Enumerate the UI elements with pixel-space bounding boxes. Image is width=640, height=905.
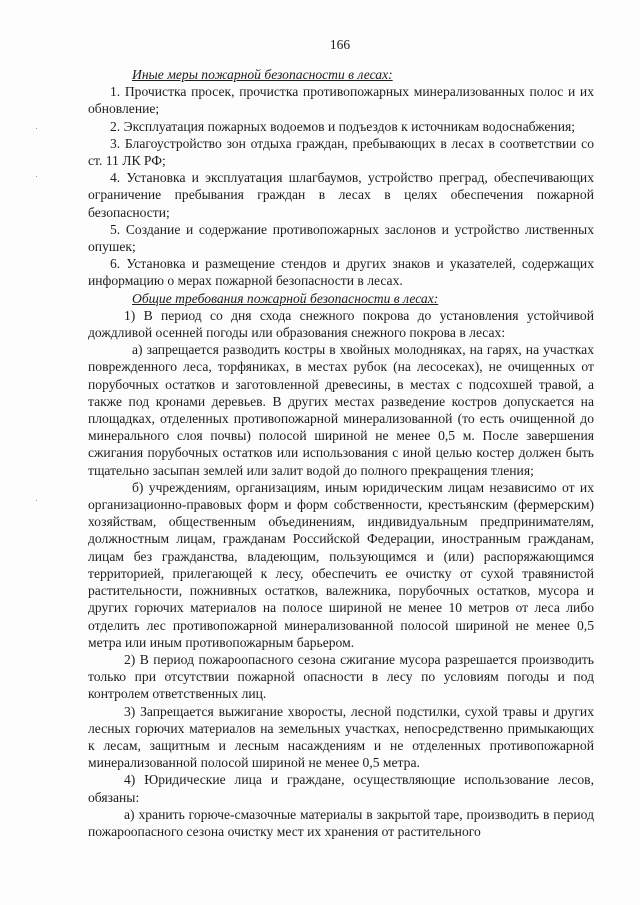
scan-speck bbox=[36, 176, 37, 177]
list-item: 3. Благоустройство зон отдыха граждан, пребывающих в лесах в соответствии со ст. 11 ЛК РФ; bbox=[88, 135, 594, 169]
paragraph-3: 3) Запрещается выжигание хворосты, лесной подстилки, сухой травы и других лесных горючих материалов на земельных участках, непосредственно примыкающих к лесам, защитным и лесным насаждениям и не отделенных противопожарной минерализованной полосой шириной не менее 0,5 метра. bbox=[88, 703, 594, 771]
page-number: 166 bbox=[329, 37, 351, 52]
paragraph-2: 2) В период пожароопасного сезона сжигание мусора разрешается производить только при отсутствии пожарной опасности в лесу по условиям погоды и под контролем ответственных лиц. bbox=[88, 651, 594, 702]
paragraph-4a: а) хранить горюче-смазочные материалы в закрытой таре, производить в период пожароопасного сезона очистку мест их хранения от растительного bbox=[88, 806, 594, 839]
paragraph-4: 4) Юридические лица и граждане, осуществляющие использование лесов, обязаны: bbox=[88, 772, 594, 805]
list-item: 5. Создание и содержание противопожарных заслонов и устройство лиственных опушек; bbox=[88, 221, 594, 255]
paragraph-1: 1) В период со дня схода снежного покрова до установления устойчивой дождливой осенней погоды или образования снежного покрова в лесах: bbox=[88, 307, 594, 341]
list-item: 2. Эксплуатация пожарных водоемов и подъездов к источникам водоснабжения; bbox=[110, 118, 576, 134]
list-item: 4. Установка и эксплуатация шлагбаумов, устройство преград, обеспечивающих ограничение пребывания граждан в лесах в целях обеспечения пожарной безопасности; bbox=[88, 170, 594, 220]
list-item: 1. Прочистка просек, прочистка противопожарных минерализованных полос и их обновление; bbox=[88, 84, 594, 117]
document-body bbox=[88, 66, 594, 840]
paragraph-1b: б) учреждениям, организациям, иным юридическим лицам независимо от их организационно-правовых форм и форм собственности, крестьянским (фермерским) хозяйствам, общественным объединениям, индивидуальным предпринимателям, должностным лицам, гражданам Российской Федерации, иностранным гражданам, лицам без гражданства, владеющим, пользующимся и (или) распоряжающимся территорией, прилегающей к лесу, обеспечить ее очистку от сухой травянистой растительности, пожнивных остатков, валежника, порубочных остатков, мусора и других горючих материалов на полосе шириной не менее 10 метров от леса либо отделить лес противопожарной минерализованной полосой шириной не менее 0,5 метра или иным противопожарным барьером. bbox=[88, 479, 594, 650]
section-heading-general-requirements: Общие требования пожарной безопасности в лесах: bbox=[132, 290, 439, 306]
paragraph-1a: а) запрещается разводить костры в хвойных молодняках, на гарях, на участках поврежденного леса, торфяниках, в местах рубок (на лесосеках), не очищенных от порубочных остатков и заготовленной древесины, в местах с подсохшей травой, а также под кронами деревьев. В других местах разведение костров допускается на площадках, отделенных противопожарной минерализованной (то есть очищенной до минерального слоя почвы) полосой шириной не менее 0,5 м. После завершения сжигания порубочных остатков или использования с иной целью костер должен быть тщательно засыпан землей или залит водой до полного прекращения тления; bbox=[88, 342, 594, 478]
list-item: 6. Установка и размещение стендов и других знаков и указателей, содержащих информацию о мерах пожарной безопасности в лесах. bbox=[88, 256, 594, 289]
scan-speck bbox=[36, 500, 37, 501]
section-heading-other-measures: Иные меры пожарной безопасности в лесах: bbox=[132, 67, 393, 82]
scan-speck bbox=[36, 128, 37, 129]
